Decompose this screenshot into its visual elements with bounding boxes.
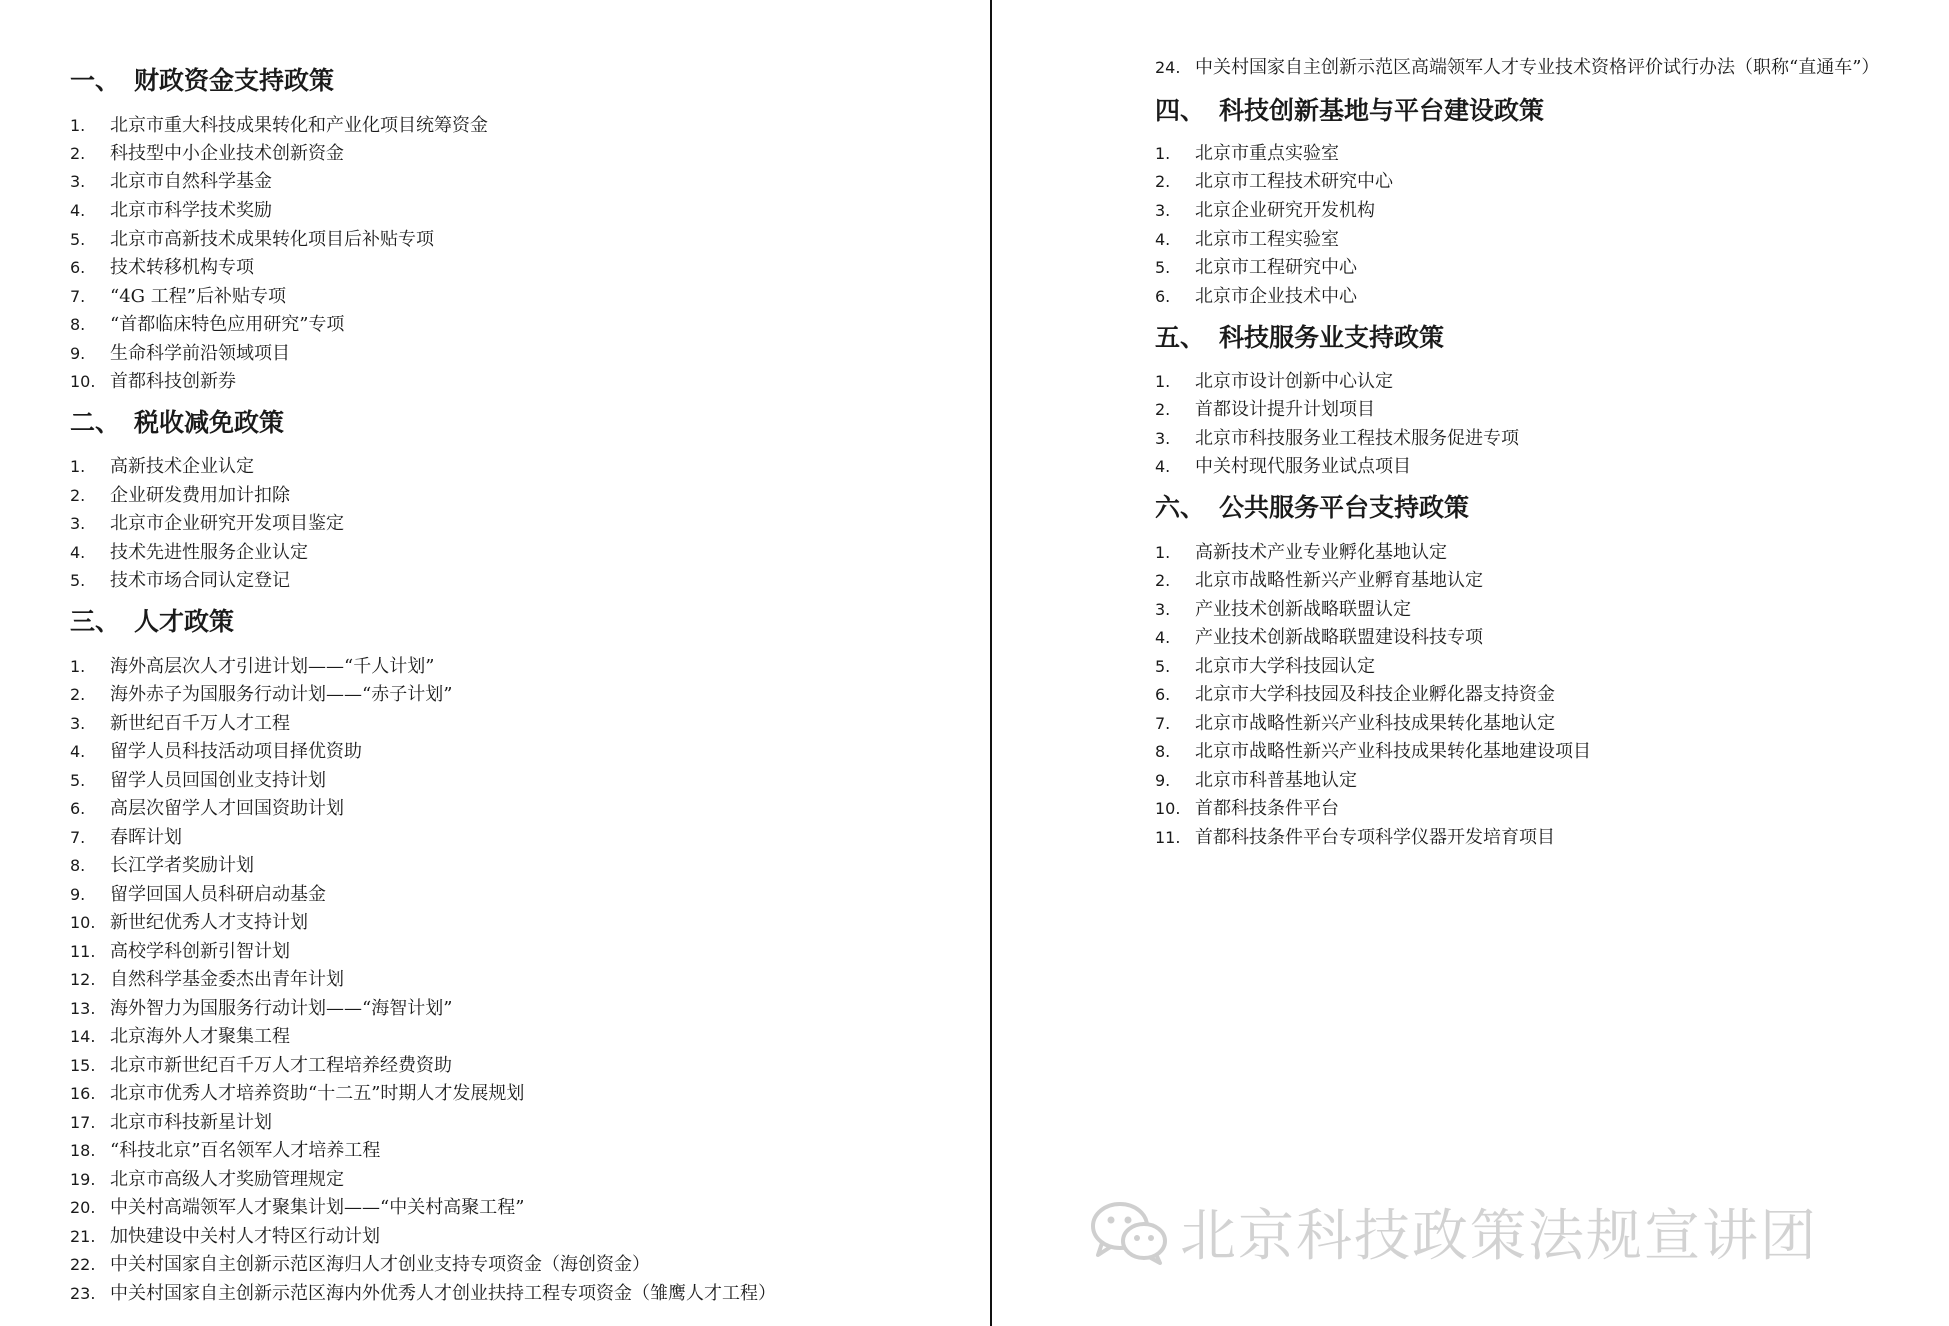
list-item: 18. “科技北京”百名领军人才培养工程 — [70, 1140, 381, 1161]
list-item: 5. 北京市工程研究中心 — [1155, 257, 1357, 278]
section-heading-5: 五、 科技服务业支持政策 — [1155, 323, 1445, 352]
list-item: 14. 北京海外人才聚集工程 — [70, 1026, 290, 1047]
list-item: 1. 北京市设计创新中心认定 — [1155, 371, 1393, 392]
page-divider — [990, 0, 992, 1326]
list-item: 4. 中关村现代服务业试点项目 — [1155, 456, 1411, 477]
watermark — [1088, 1192, 1818, 1272]
list-item: 17. 北京市科技新星计划 — [70, 1112, 272, 1133]
list-item: 8. 长江学者奖励计划 — [70, 855, 254, 876]
list-item: 8. “首都临床特色应用研究”专项 — [70, 314, 345, 335]
list-item: 4. 留学人员科技活动项目择优资助 — [70, 741, 362, 762]
section-heading-6: 六、 公共服务平台支持政策 — [1155, 493, 1470, 522]
list-item: 3. 北京市企业研究开发项目鉴定 — [70, 513, 344, 534]
list-item: 3. 产业技术创新战略联盟认定 — [1155, 599, 1411, 620]
list-item: 5. 北京市高新技术成果转化项目后补贴专项 — [70, 229, 434, 250]
watermark-text: 北京科技政策法规宣讲团 — [1180, 1204, 1818, 1269]
list-item: 2. 海外赤子为国服务行动计划——“赤子计划” — [70, 684, 453, 705]
list-item: 23. 中关村国家自主创新示范区海内外优秀人才创业扶持工程专项资金（雏鹰人才工程） — [70, 1283, 776, 1304]
list-item: 9. 北京市科普基地认定 — [1155, 770, 1357, 791]
list-item: 5. 北京市大学科技园认定 — [1155, 656, 1375, 677]
list-item: 4. 北京市科学技术奖励 — [70, 200, 272, 221]
list-item: 4. 北京市工程实验室 — [1155, 229, 1339, 250]
list-item: 3. 北京市自然科学基金 — [70, 171, 272, 192]
list-item: 1. 北京市重大科技成果转化和产业化项目统筹资金 — [70, 115, 488, 136]
list-item: 15. 北京市新世纪百千万人才工程培养经费资助 — [70, 1055, 452, 1076]
list-item: 2. 科技型中小企业技术创新资金 — [70, 143, 344, 164]
list-item: 5. 技术市场合同认定登记 — [70, 570, 290, 591]
list-item: 6. 北京市大学科技园及科技企业孵化器支持资金 — [1155, 684, 1555, 705]
list-item: 7. 北京市战略性新兴产业科技成果转化基地认定 — [1155, 713, 1555, 734]
list-item: 21. 加快建设中关村人才特区行动计划 — [70, 1226, 380, 1247]
section-heading-1: 一、 财政资金支持政策 — [70, 66, 335, 95]
list-item: 16. 北京市优秀人才培养资助“十二五”时期人才发展规划 — [70, 1083, 525, 1104]
list-item: 4. 产业技术创新战略联盟建设科技专项 — [1155, 627, 1483, 648]
list-item: 6. 高层次留学人才回国资助计划 — [70, 798, 344, 819]
list-item: 13. 海外智力为国服务行动计划——“海智计划” — [70, 998, 453, 1019]
list-item: 2. 首都设计提升计划项目 — [1155, 399, 1375, 420]
list-item: 10. 首都科技条件平台 — [1155, 798, 1339, 819]
list-item: 1. 海外高层次人才引进计划——“千人计划” — [70, 656, 435, 677]
list-item: 10. 新世纪优秀人才支持计划 — [70, 912, 308, 933]
list-item: 20. 中关村高端领军人才聚集计划——“中关村高聚工程” — [70, 1197, 525, 1218]
list-item: 7. 春晖计划 — [70, 827, 182, 848]
list-item: 9. 生命科学前沿领域项目 — [70, 343, 290, 364]
list-item: 3. 新世纪百千万人才工程 — [70, 713, 290, 734]
list-item: 1. 高新技术企业认定 — [70, 456, 254, 477]
list-item: 2. 企业研发费用加计扣除 — [70, 485, 290, 506]
list-item: 2. 北京市战略性新兴产业孵育基地认定 — [1155, 570, 1483, 591]
list-item: 11. 首都科技条件平台专项科学仪器开发培育项目 — [1155, 827, 1555, 848]
section-heading-2: 二、 税收减免政策 — [70, 408, 285, 437]
wechat-icon — [1088, 1199, 1170, 1265]
list-item: 3. 北京企业研究开发机构 — [1155, 200, 1375, 221]
list-item: 6. 技术转移机构专项 — [70, 257, 254, 278]
list-item: 8. 北京市战略性新兴产业科技成果转化基地建设项目 — [1155, 741, 1591, 762]
list-item: 24. 中关村国家自主创新示范区高端领军人才专业技术资格评价试行办法（职称“直通车”） — [1155, 57, 1880, 78]
list-item: 19. 北京市高级人才奖励管理规定 — [70, 1169, 344, 1190]
list-item: 11. 高校学科创新引智计划 — [70, 941, 290, 962]
list-item: 12. 自然科学基金委杰出青年计划 — [70, 969, 344, 990]
list-item: 10. 首都科技创新券 — [70, 371, 236, 392]
section-heading-4: 四、 科技创新基地与平台建设政策 — [1155, 96, 1545, 125]
list-item: 6. 北京市企业技术中心 — [1155, 286, 1357, 307]
list-item: 7. “4G 工程”后补贴专项 — [70, 286, 286, 307]
list-item: 1. 高新技术产业专业孵化基地认定 — [1155, 542, 1447, 563]
list-item: 4. 技术先进性服务企业认定 — [70, 542, 308, 563]
list-item: 2. 北京市工程技术研究中心 — [1155, 171, 1393, 192]
list-item: 3. 北京市科技服务业工程技术服务促进专项 — [1155, 428, 1519, 449]
list-item: 5. 留学人员回国创业支持计划 — [70, 770, 326, 791]
list-item: 1. 北京市重点实验室 — [1155, 143, 1339, 164]
section-heading-3: 三、 人才政策 — [70, 607, 235, 636]
list-item: 9. 留学回国人员科研启动基金 — [70, 884, 326, 905]
list-item: 22. 中关村国家自主创新示范区海归人才创业支持专项资金（海创资金） — [70, 1254, 650, 1275]
